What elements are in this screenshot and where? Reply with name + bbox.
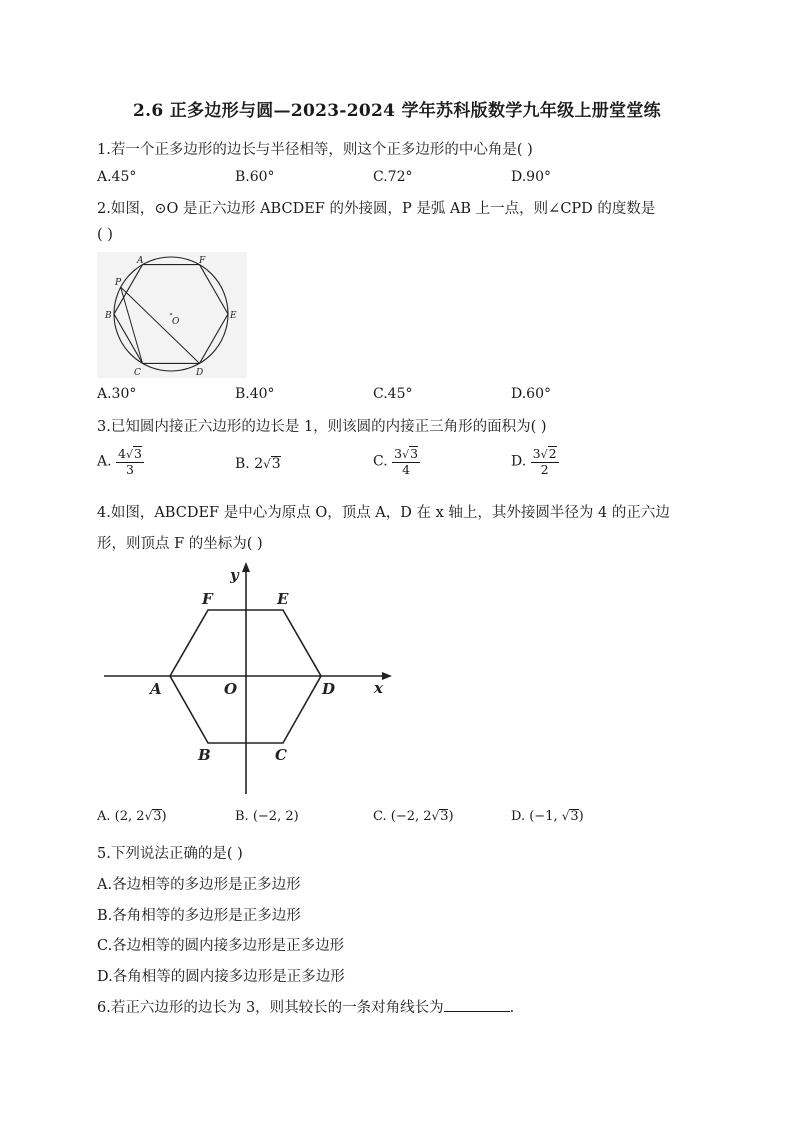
label-d: D <box>322 680 336 698</box>
q4-d-radicand: 3 <box>570 809 579 824</box>
label-y: y <box>230 566 239 584</box>
q4-a-letter: A. <box>97 809 111 824</box>
label-x: x <box>374 679 383 697</box>
q1-option-b[interactable]: B.60° <box>235 169 275 185</box>
q4-stem-continued: 形，则顶点 F 的坐标为( ) <box>97 536 263 552</box>
q3-option-b-letter: B. <box>235 456 250 472</box>
q4-option-a[interactable]: A. (2, 2√3) <box>97 809 167 824</box>
q4-c-radicand: 3 <box>440 809 449 824</box>
figure-background <box>97 252 247 378</box>
q4-c-prefix: (−2, 2 <box>390 809 432 824</box>
label-o: O <box>172 317 180 327</box>
q3-option-c-letter: C. <box>373 453 388 470</box>
q3-option-c-fraction: $\frac{3√3}{4}$ <box>394 446 419 477</box>
q2-option-d[interactable]: D.60° <box>511 386 551 402</box>
q2-stem-continued: ( ) <box>97 227 113 243</box>
q4-c-letter: C. <box>373 809 387 824</box>
q6-answer-blank[interactable] <box>444 999 510 1012</box>
q4-c-suffix: ) <box>448 809 454 824</box>
q3-b-radicand: 3 <box>271 456 281 472</box>
q4-d-letter: D. <box>511 809 526 824</box>
label-c: C <box>134 368 141 378</box>
q3-option-c[interactable] <box>373 446 420 477</box>
q1-stem: 1.若一个正多边形的边长与半径相等，则这个正多边形的中心角是( ) <box>97 142 533 158</box>
q4-a-radicand: 3 <box>153 809 162 824</box>
q4-d-prefix: (−1, <box>529 809 562 824</box>
q5-option-c[interactable]: C.各边相等的圆内接多边形是正多边形 <box>97 938 345 954</box>
q3-b-coef: 2 <box>254 456 264 472</box>
q4-b-letter: B. <box>235 809 249 824</box>
q3-option-d[interactable] <box>511 446 559 477</box>
q3-option-d-letter: D. <box>511 453 527 470</box>
label-p: P <box>115 278 122 288</box>
q3-d-num-coef: 3 <box>532 446 541 461</box>
q1-option-c[interactable]: C.72° <box>373 169 413 185</box>
q5-option-b[interactable]: B.各角相等的多边形是正多边形 <box>97 908 301 924</box>
q5-option-d[interactable]: D.各角相等的圆内接多边形是正多边形 <box>97 969 345 985</box>
q3-d-num-radicand: 2 <box>548 446 557 461</box>
q2-stem: 2.如图，⊙O 是正六边形 ABCDEF 的外接圆，P 是弧 AB 上一点，则∠CPD 的度数是 <box>97 201 656 217</box>
q4-option-d[interactable]: D. (−1, √3) <box>511 809 584 824</box>
q6-end-period: . <box>509 1000 515 1016</box>
label-f: F <box>202 590 213 608</box>
q6-stem: 6.若正六边形的边长为 3，则其较长的一条对角线长为 <box>97 1000 444 1016</box>
q3-a-denominator: 3 <box>126 461 134 477</box>
q3-c-num-coef: 3 <box>394 446 403 461</box>
label-c: C <box>275 746 287 764</box>
q3-stem: 3.已知圆内接正六边形的边长是 1，则该圆的内接正三角形的面积为( ) <box>97 419 547 435</box>
q6-row <box>97 996 514 1017</box>
label-f: F <box>199 256 206 266</box>
center-point <box>170 313 172 315</box>
x-axis-arrow <box>382 672 392 680</box>
q4-a-suffix: ) <box>161 809 167 824</box>
y-axis-arrow <box>242 562 250 572</box>
q4-a-prefix: (2, 2 <box>114 809 145 824</box>
q3-option-d-fraction: $\frac{3√2}{2}$ <box>532 446 557 477</box>
q4-option-c[interactable]: C. (−2, 2√3) <box>373 809 454 824</box>
q3-a-num-radicand: 3 <box>133 446 142 461</box>
label-e: E <box>230 311 237 321</box>
label-e: E <box>277 590 289 608</box>
q3-option-b[interactable]: B. 2√3 <box>235 456 281 472</box>
q3-option-a-fraction: $\frac{4√3}{3}$ <box>118 446 142 477</box>
q3-c-num-radicand: 3 <box>410 446 419 461</box>
q4-b-value: (−2, 2) <box>252 809 299 824</box>
label-a: A <box>150 680 162 698</box>
q2-option-b[interactable]: B.40° <box>235 386 275 402</box>
q3-a-num-coef: 4 <box>118 446 126 461</box>
q3-c-denominator: 4 <box>402 461 411 477</box>
q3-option-a[interactable] <box>97 446 144 477</box>
page-title: 2.6 正多边形与圆—2023-2024 学年苏科版数学九年级上册堂堂练 <box>133 101 661 121</box>
q2-option-a[interactable]: A.30° <box>97 386 137 402</box>
q4-d-suffix: ) <box>578 809 584 824</box>
q2-hexagon-circle-figure <box>97 252 247 378</box>
q4-stem: 4.如图，ABCDEF 是中心为原点 O，顶点 A，D 在 x 轴上，其外接圆半径为 4 的正六边 <box>97 505 670 521</box>
label-o: O <box>224 680 238 698</box>
q1-option-d[interactable]: D.90° <box>511 169 551 185</box>
q5-stem: 5.下列说法正确的是( ) <box>97 846 243 862</box>
q3-option-a-letter: A. <box>97 453 112 470</box>
q5-option-a[interactable]: A.各边相等的多边形是正多边形 <box>97 877 301 893</box>
q3-d-denominator: 2 <box>540 461 549 477</box>
q4-option-b[interactable] <box>235 809 299 824</box>
label-d: D <box>196 368 204 378</box>
label-b: B <box>198 746 211 764</box>
q2-option-c[interactable]: C.45° <box>373 386 413 402</box>
q1-option-a[interactable]: A.45° <box>97 169 137 185</box>
q4-hexagon-axes-figure <box>100 560 395 800</box>
label-b: B <box>105 311 112 321</box>
label-a: A <box>137 256 144 266</box>
